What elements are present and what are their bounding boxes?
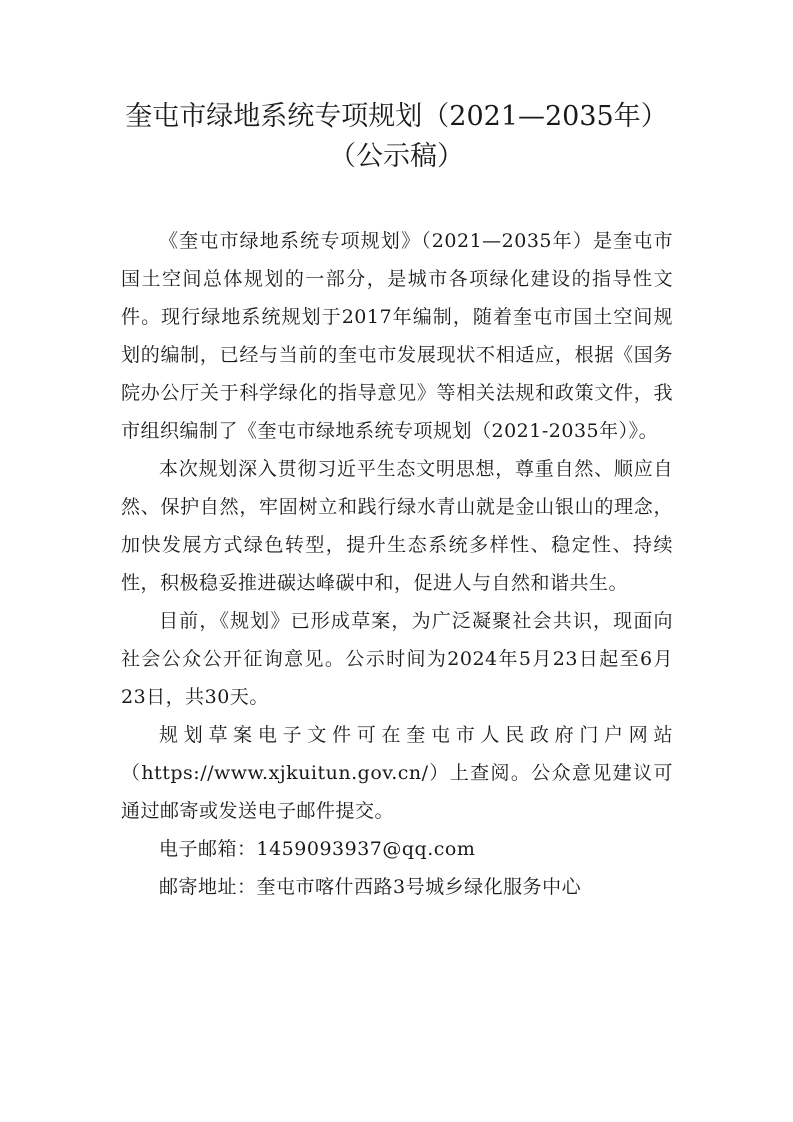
document-body (121, 222, 673, 906)
paragraph-principles: 本次规划深入贯彻习近平生态文明思想，尊重自然、顺应自然、保护自然，牢固树立和践行绿水青山就是金山银山的理念，加快发展方式绿色转型，提升生态系统多样性、稳定性、持续性，积极稳妥推进碳达峰碳中和，促进人与自然和谐共生。 (121, 458, 673, 594)
paragraph-notice: 目前，《规划》已形成草案，为广泛凝聚社会共识，现面向社会公众公开征询意见。公示时间为2024年5月23日起至6月23日，共30天。 (121, 610, 673, 708)
paragraph-intro: 《奎屯市绿地系统专项规划》（2021—2035年）是奎屯市国土空间总体规划的一部分，是城市各项绿化建设的指导性文件。现行绿地系统规划于2017年编制，随着奎屯市国土空间规划的编制，已经与当前的奎屯市发展现状不相适应，根据《国务院办公厅关于科学绿化的指导意见》等相关法规和政策文件，我市组织编制了《奎屯市绿地系统专项规划（2021-2035年）》。 (121, 230, 673, 442)
contact-email: 电子邮箱：1459093937@qq.com (159, 838, 476, 860)
document-subtitle: （公示稿） (329, 141, 464, 172)
document-title: 奎屯市绿地系统专项规划（2021—2035年） (125, 101, 668, 132)
contact-address: 邮寄地址：奎屯市喀什西路3号城乡绿化服务中心 (159, 876, 582, 898)
paragraph-access: 规划草案电子文件可在奎屯市人民政府门户网站（https://www.xjkuitun.gov.cn/）上查阅。公众意见建议可通过邮寄或发送电子邮件提交。 (121, 724, 673, 822)
